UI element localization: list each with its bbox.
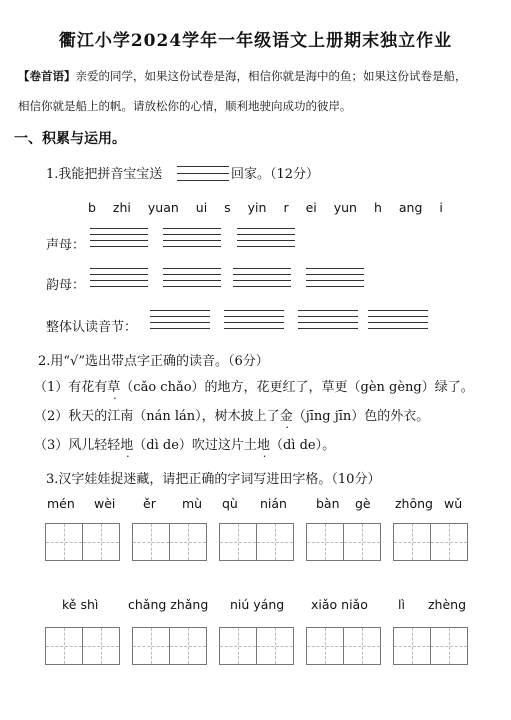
q3-pinyin: zhōng: [395, 496, 433, 511]
tianzige-cell[interactable]: [393, 523, 431, 561]
preface-label: 【卷首语】: [18, 69, 76, 83]
zhengti-blank[interactable]: [298, 310, 358, 336]
shengmu-blank[interactable]: [163, 228, 221, 254]
shengmu-blank[interactable]: [90, 228, 148, 254]
pinyin-item: ui: [195, 200, 208, 215]
q3-pinyin: mù: [182, 496, 203, 511]
tianzige-cell[interactable]: [256, 523, 294, 561]
section-heading: 一、积累与运用。: [14, 131, 126, 147]
q2-s2-text: （2）秋天的江南（nán lán），树木披上了: [34, 409, 280, 424]
q3-pinyin: mén: [47, 496, 75, 511]
zhengti-blank[interactable]: [224, 310, 284, 336]
pinyin-item: h: [373, 200, 382, 215]
tianzige-cell[interactable]: [393, 627, 431, 665]
q3-pinyin: niú yáng: [230, 597, 285, 612]
tianzige-cell[interactable]: [169, 627, 207, 665]
q2-s2-text: （jīng jīn）色的外衣。: [292, 409, 430, 424]
preface-line-1: [18, 68, 467, 84]
dotted-character: 地: [120, 438, 134, 453]
q1-pinyin-row: [88, 200, 456, 215]
dotted-character: 草: [107, 380, 121, 395]
yunmu-blank[interactable]: [233, 268, 291, 294]
tianzige-cell[interactable]: [132, 523, 170, 561]
zhengti-blank[interactable]: [368, 310, 428, 336]
q2-s3-text: （dì de）吹过这片土: [133, 438, 257, 453]
q3-pinyin: nián: [260, 496, 287, 511]
tianzige-group: [306, 627, 380, 665]
q3-title: 3.汉字娃娃捉迷藏，请把正确的字词写进田字格。（10分）: [46, 472, 381, 487]
tianzige-cell[interactable]: [82, 627, 120, 665]
q3-pinyin: lì: [398, 597, 405, 612]
tianzige-group: [219, 627, 293, 665]
yunmu-blank[interactable]: [90, 268, 148, 294]
pinyin-item: zhi: [112, 200, 131, 215]
yunmu-blank[interactable]: [306, 268, 364, 294]
tianzige-cell[interactable]: [132, 627, 170, 665]
tianzige-cell[interactable]: [306, 523, 344, 561]
shengmu-label: 声母：: [46, 238, 86, 253]
q2-sentence-2: [34, 405, 429, 424]
tianzige-cell[interactable]: [219, 627, 257, 665]
tianzige-group: [393, 627, 467, 665]
shengmu-blank[interactable]: [237, 228, 295, 254]
q2-s3-text: （3）风儿轻轻: [34, 438, 121, 453]
tianzige-group: [219, 523, 293, 561]
pinyin-item: r: [283, 200, 289, 215]
q2-sentence-1: [34, 376, 474, 395]
tianzige-cell[interactable]: [430, 523, 468, 561]
q3-pinyin: zhèng: [428, 597, 467, 612]
yunmu-label: 韵母：: [46, 278, 86, 293]
tianzige-cell[interactable]: [82, 523, 120, 561]
q3-pinyin: wèi: [94, 496, 116, 511]
tianzige-group: [45, 627, 119, 665]
q2-title: 2.用“√”选出带点字正确的读音。（6分）: [38, 354, 269, 369]
tianzige-cell[interactable]: [343, 523, 381, 561]
zhengti-blank[interactable]: [150, 310, 210, 336]
tianzige-cell[interactable]: [430, 627, 468, 665]
q2-s1-text: （1）有花有: [34, 380, 108, 395]
q2-sentence-3: [34, 434, 335, 453]
pinyin-item: ang: [398, 200, 423, 215]
tianzige-cell[interactable]: [306, 627, 344, 665]
tianzige-cell[interactable]: [45, 627, 83, 665]
tianzige-cell[interactable]: [219, 523, 257, 561]
pinyin-item: b: [88, 200, 96, 215]
tianzige-group: [45, 523, 119, 561]
tianzige-group: [132, 523, 206, 561]
q1-suffix: 回家。（12分）: [231, 167, 320, 182]
q3-pinyin: qù: [222, 496, 238, 511]
pinyin-item: yin: [247, 200, 267, 215]
dotted-character: 金: [279, 409, 293, 424]
q3-pinyin: ěr: [143, 496, 156, 511]
yunmu-blank[interactable]: [163, 268, 221, 294]
tianzige-cell[interactable]: [256, 627, 294, 665]
dotted-character: 地: [256, 438, 270, 453]
page-title: 衢江小学2024学年一年级语文上册期末独立作业: [58, 31, 453, 51]
pinyin-item: ei: [305, 200, 317, 215]
tianzige-cell[interactable]: [343, 627, 381, 665]
q2-s1-text: （cǎo chǎo）的地方，花更红了，草更（gèn gèng）绿了。: [120, 380, 474, 395]
tianzige-group: [393, 523, 467, 561]
q1-answer-blank[interactable]: [177, 166, 229, 183]
q3-pinyin: wǔ: [444, 496, 463, 511]
zhengti-label: 整体认读音节：: [46, 320, 138, 335]
q3-pinyin: gè: [355, 496, 371, 511]
pinyin-item: yun: [333, 200, 357, 215]
preface-text-1: 亲爱的同学，如果这份试卷是海，相信你就是海中的鱼；如果这份试卷是船，: [75, 69, 467, 83]
q3-pinyin: bàn: [316, 496, 340, 511]
tianzige-cell[interactable]: [169, 523, 207, 561]
q3-pinyin: chǎng zhǎng: [128, 597, 209, 612]
tianzige-group: [306, 523, 380, 561]
q2-s3-text: （dì de）。: [269, 438, 336, 453]
tianzige-group: [132, 627, 206, 665]
q3-pinyin: xiǎo niǎo: [311, 597, 368, 612]
pinyin-item: i: [439, 200, 443, 215]
pinyin-item: yuan: [147, 200, 179, 215]
q1-prefix: 1.我能把拼音宝宝送: [46, 167, 163, 182]
preface-line-2: 相信你就是船上的帆。请放松你的心情，顺利地驶向成功的彼岸。: [18, 99, 352, 113]
q3-pinyin: kě shì: [62, 597, 99, 612]
pinyin-item: s: [224, 200, 231, 215]
tianzige-cell[interactable]: [45, 523, 83, 561]
